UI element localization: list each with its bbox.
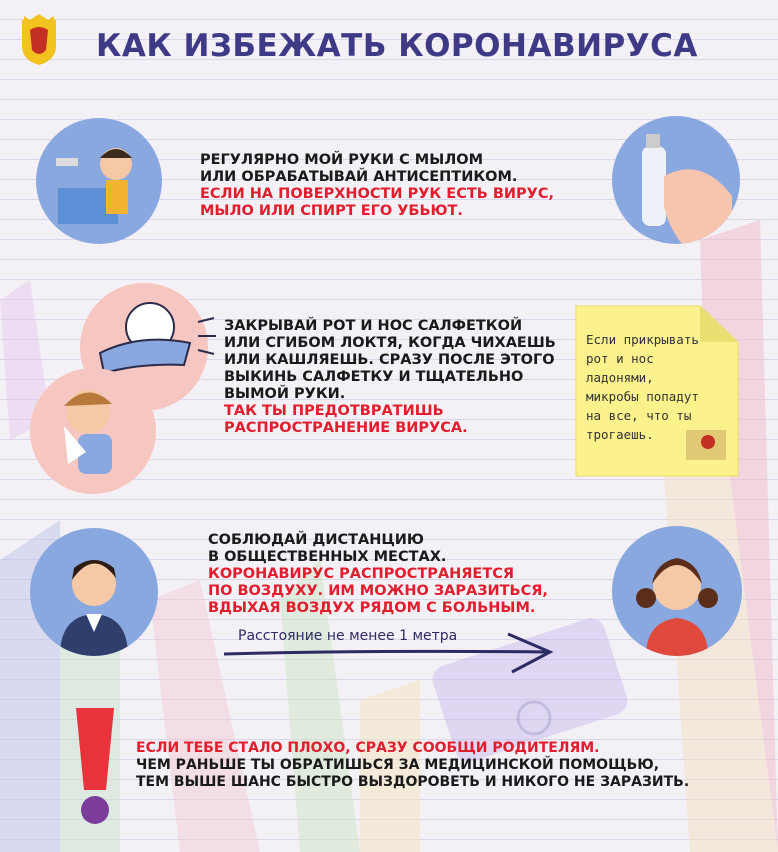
tip-handwashing-text — [200, 152, 600, 220]
tip2-line-red: РАСПРОСТРАНЕНИЕ ВИРУСА. — [224, 420, 468, 436]
tip2-line: ВЫКИНЬ САЛФЕТКУ И ТЩАТЕЛЬНО — [224, 369, 524, 385]
page-title: КАК ИЗБЕЖАТЬ КОРОНАВИРУСА — [96, 28, 698, 64]
tip1-line: ИЛИ ОБРАБАТЫВАЙ АНТИСЕПТИКОМ. — [200, 169, 518, 185]
note-line: ладонями, — [586, 370, 654, 385]
tip1-line-red: ЕСЛИ НА ПОВЕРХНОСТИ РУК ЕСТЬ ВИРУС, — [200, 186, 554, 202]
sneezing-boy-illustration — [30, 368, 156, 494]
tip2-line: ИЛИ КАШЛЯЕШЬ. СРАЗУ ПОСЛЕ ЭТОГО — [224, 352, 555, 368]
note-line: Если прикрывать — [586, 332, 699, 347]
tip2-line-red: ТАК ТЫ ПРЕДОТВРАТИШЬ — [224, 403, 444, 419]
cough-lines-icon — [196, 316, 220, 356]
tip1-line-red: МЫЛО ИЛИ СПИРТ ЕГО УБЬЮТ. — [200, 203, 463, 219]
sticky-note-text — [586, 330, 736, 444]
tip3-line: В ОБЩЕСТВЕННЫХ МЕСТАХ. — [208, 549, 447, 565]
distance-arrow-icon — [222, 630, 562, 680]
note-line: микробы попадут — [586, 389, 699, 404]
tip3-line-red: КОРОНАВИРУС РАСПРОСТРАНЯЕТСЯ — [208, 566, 515, 582]
tip2-line: ЗАКРЫВАЙ РОТ И НОС САЛФЕТКОЙ — [224, 318, 523, 334]
note-line: трогаешь. — [586, 427, 654, 442]
handwashing-illustration — [36, 118, 162, 244]
tip3-line-red: ПО ВОЗДУХУ. ИМ МОЖНО ЗАРАЗИТЬСЯ, — [208, 583, 548, 599]
city-crest-logo — [20, 14, 58, 66]
tip2-line: ВЫМОЙ РУКИ. — [224, 386, 346, 402]
boy-avatar-illustration — [30, 528, 158, 656]
note-line: рот и нос — [586, 351, 654, 366]
girl-avatar-illustration — [612, 526, 742, 656]
tip-cover-mouth-text — [224, 318, 564, 437]
warning-line: ТЕМ ВЫШЕ ШАНС БЫСТРО ВЫЗДОРОВЕТЬ И НИКОГО НЕ ЗАРАЗИТЬ. — [136, 774, 690, 790]
tip2-line: ИЛИ СГИБОМ ЛОКТЯ, КОГДА ЧИХАЕШЬ — [224, 335, 556, 351]
antiseptic-spray-illustration — [612, 116, 740, 244]
exclamation-mark-icon — [72, 706, 118, 826]
note-line: на все, что ты — [586, 408, 692, 423]
tip-distance-text — [208, 532, 588, 617]
warning-line: ЧЕМ РАНЬШЕ ТЫ ОБРАТИШЬСЯ ЗА МЕДИЦИНСКОЙ ПОМОЩЬЮ, — [136, 757, 660, 773]
tip3-line: СОБЛЮДАЙ ДИСТАНЦИЮ — [208, 532, 424, 548]
warning-text — [136, 740, 756, 791]
tip1-line: РЕГУЛЯРНО МОЙ РУКИ С МЫЛОМ — [200, 152, 484, 168]
warning-line-red: ЕСЛИ ТЕБЕ СТАЛО ПЛОХО, СРАЗУ СООБЩИ РОДИТЕЛЯМ. — [136, 740, 600, 756]
tip3-line-red: ВДЫХАЯ ВОЗДУХ РЯДОМ С БОЛЬНЫМ. — [208, 600, 536, 616]
distance-label: Расстояние не менее 1 метра — [238, 628, 458, 644]
